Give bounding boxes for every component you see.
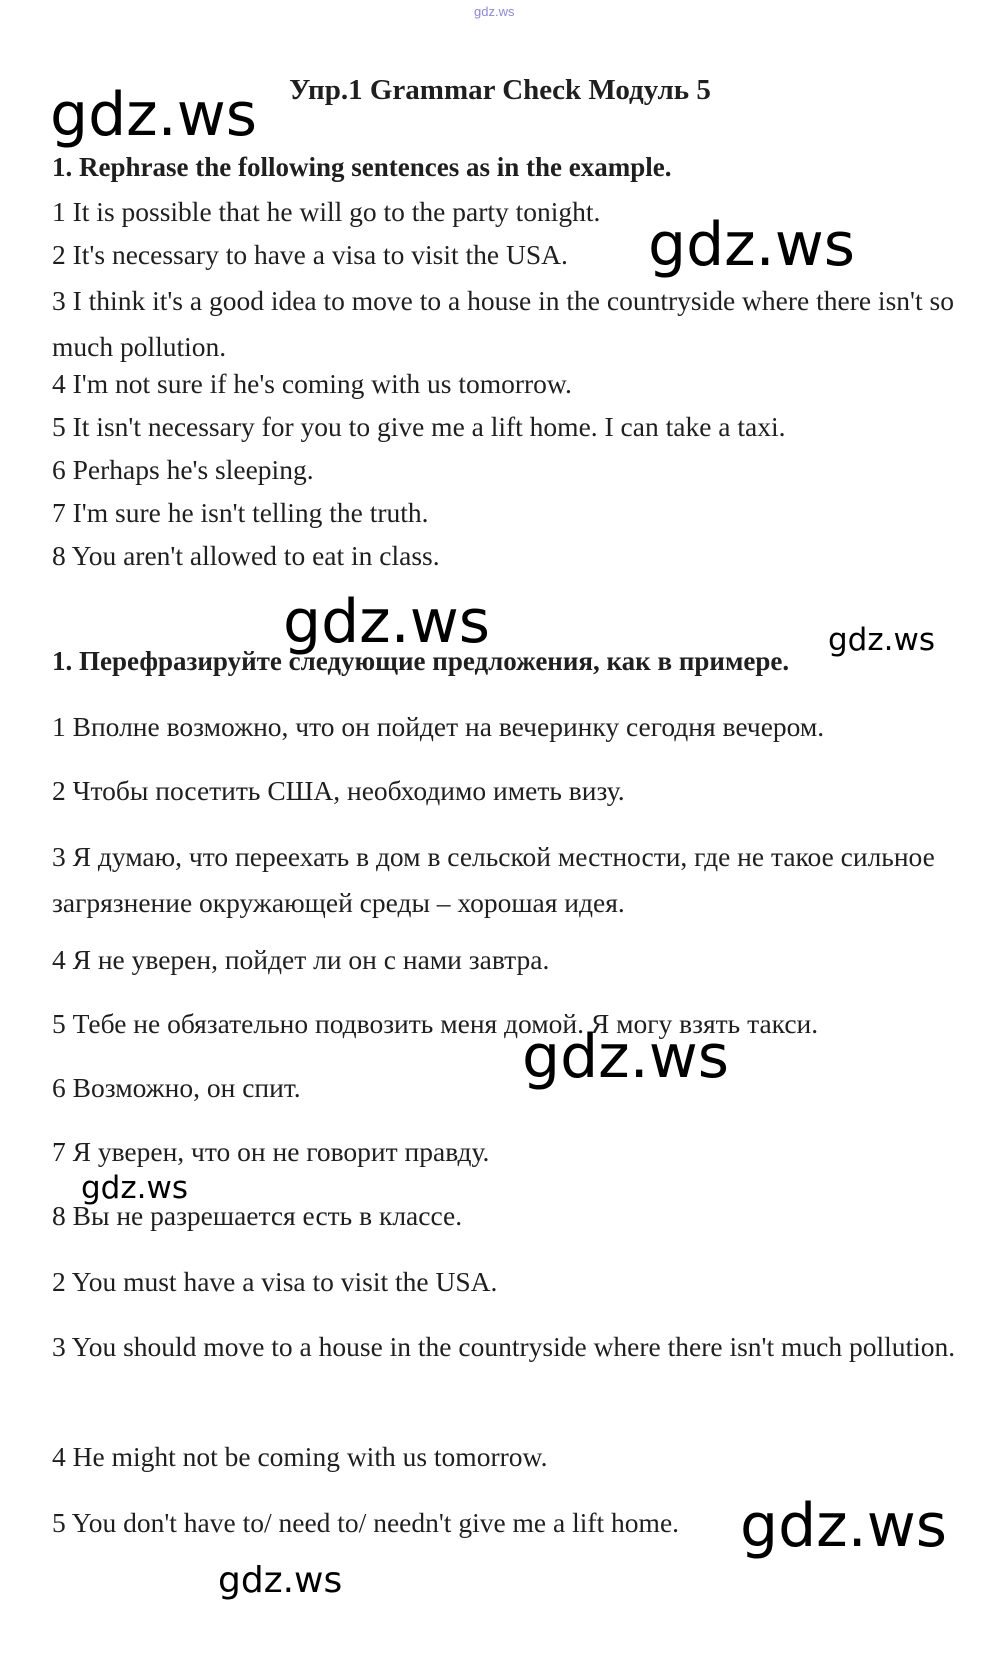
russian-item: 5 Тебе не обязательно подвозить меня домой. Я могу взять такси. (52, 1008, 819, 1039)
watermark: gdz.ws (50, 80, 258, 150)
russian-item: 1 Вполне возможно, что он пойдет на вечеринку сегодня вечером. (52, 711, 825, 742)
watermark: gdz.ws (828, 622, 935, 658)
russian-item: 7 Я уверен, что он не говорит правду. (52, 1136, 490, 1167)
answer-item: 5 You don't have to/ need to/ needn't give me a lift home. (52, 1507, 680, 1538)
russian-heading: 1. Перефразируйте следующие предложения, как в примере. (52, 646, 790, 676)
answer-item: 3 You should move to a house in the countryside where there isn't much pollution. (52, 1331, 956, 1362)
english-item: 1 It is possible that he will go to the party tonight. (52, 196, 601, 227)
russian-item: 8 Вы не разрешается есть в классе. (52, 1200, 463, 1231)
english-item: 2 It's necessary to have a visa to visit the USA. (52, 239, 568, 270)
watermark: gdz.ws (740, 1491, 948, 1561)
watermark: gdz.ws (81, 1170, 188, 1206)
watermark-tiny: gdz.ws (474, 4, 515, 19)
watermark: gdz.ws (648, 210, 856, 280)
watermark: gdz.ws (218, 1560, 343, 1601)
english-heading: 1. Rephrase the following sentences as in the example. (52, 152, 672, 182)
english-item: 7 I'm sure he isn't telling the truth. (52, 497, 429, 528)
english-item: 4 I'm not sure if he's coming with us tomorrow. (52, 368, 572, 399)
russian-item: 2 Чтобы посетить США, необходимо иметь визу. (52, 775, 625, 806)
watermark: gdz.ws (283, 587, 491, 657)
answer-item: 2 You must have a visa to visit the USA. (52, 1266, 498, 1297)
russian-item: 4 Я не уверен, пойдет ли он с нами завтра. (52, 944, 550, 975)
english-item: 6 Perhaps he's sleeping. (52, 454, 314, 485)
english-item: 8 You aren't allowed to eat in class. (52, 540, 440, 571)
english-item: 3 I think it's a good idea to move to a house in the countryside where there isn't so much pollution. (52, 285, 954, 362)
russian-item: 3 Я думаю, что переехать в дом в сельской местности, где не такое сильное загрязнение окружающей среды – хорошая идея. (52, 841, 935, 918)
russian-item: 6 Возможно, он спит. (52, 1072, 301, 1103)
english-item: 5 It isn't necessary for you to give me a lift home. I can take a taxi. (52, 411, 786, 442)
answer-item: 4 He might not be coming with us tomorrow. (52, 1441, 548, 1472)
watermark: gdz.ws (522, 1022, 730, 1092)
page-title: Упр.1 Grammar Check Модуль 5 (289, 74, 711, 106)
